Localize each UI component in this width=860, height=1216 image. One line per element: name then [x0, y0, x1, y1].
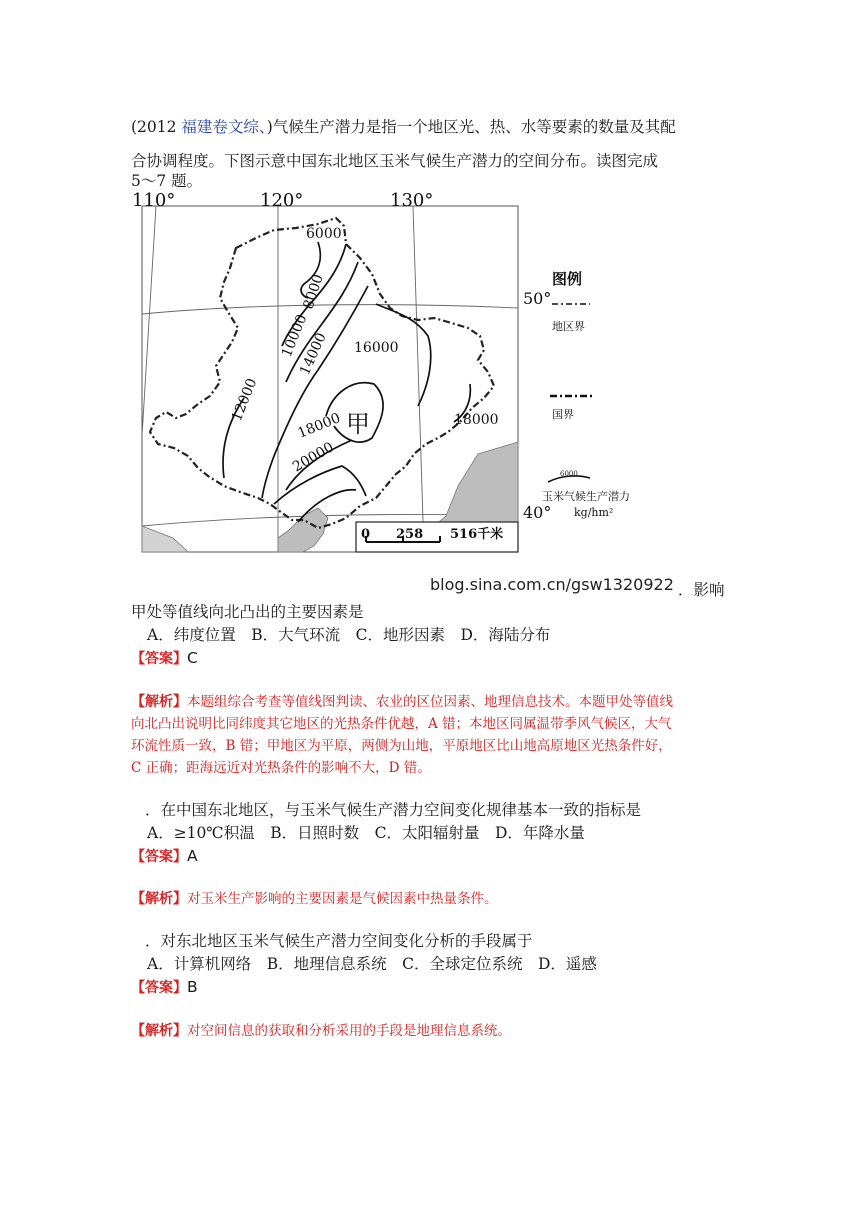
answer-tag: 【答案】: [131, 849, 187, 865]
lon-label-130: 130°: [390, 190, 434, 211]
intro-line-1: [131, 117, 676, 137]
source-open: (2012: [131, 118, 182, 136]
q1-stem-tail: ．影响: [678, 581, 725, 599]
q3-analysis: 【解析】对空间信息的获取和分析采用的手段是地理信息系统。: [131, 1023, 511, 1039]
q2-options: A．≥10℃积温 B．日照时数 C．太阳辐射量 D．年降水量: [147, 824, 585, 842]
intro-line-3: 5～7 题。: [131, 172, 203, 190]
isoline-label-12000: 12000: [228, 376, 261, 424]
q2-stem: ．在中国东北地区，与玉米气候生产潜力空间变化规律基本一致的指标是: [145, 801, 642, 819]
answer-tag: 【答案】: [131, 651, 187, 667]
legend: [542, 270, 630, 519]
source-close: ): [266, 118, 273, 136]
q1-analysis-2: 向北凸出说明比同纬度其它地区的光热条件优越，A 错；本地区同属温带季风气候区，大气: [131, 716, 672, 732]
isoline-label-10000: 10000: [278, 312, 311, 360]
q2-answer: [131, 846, 198, 867]
lon-label-110: 110°: [132, 190, 176, 211]
corn-potential-map: [128, 186, 732, 600]
lat-label-40: 40°: [523, 503, 552, 522]
watermark: blog.sina.com.cn/gsw1320922: [430, 575, 674, 594]
q1-answer: [131, 648, 198, 669]
answer-tag: 【答案】: [131, 980, 187, 996]
answer-value: A: [187, 847, 198, 865]
q1-analysis-1: 【解析】本题组综合考查等值线图判读、农业的区位因素、地理信息技术。本题甲处等值线: [131, 694, 673, 710]
scale-bar: [356, 522, 518, 552]
region-label-jia: 甲: [346, 410, 370, 438]
q3-answer: [131, 977, 198, 998]
q1-analysis-3: 环流性质一致，B 错；甲地区为平原，两侧为山地，平原地区比山地高原地区光热条件好，: [131, 738, 672, 754]
isoline-label-8000: 8000: [300, 272, 327, 312]
analysis-tag: 【解析】: [131, 891, 187, 907]
legend-title: 图例: [552, 270, 583, 288]
isoline-label-18000-e: 18000: [454, 412, 499, 428]
q2-analysis: 【解析】对玉米生产影响的主要因素是气候因素中热量条件。: [131, 891, 498, 907]
isolines: [223, 242, 470, 522]
legend-national-boundary: 国界: [552, 408, 574, 421]
q3-options: A．计算机网络 B．地理信息系统 C．全球定位系统 D．遥感: [147, 955, 597, 973]
isoline-label-20000: 20000: [290, 439, 337, 476]
isoline-label-14000: 14000: [297, 330, 330, 378]
source-link[interactable]: 福建卷文综、: [181, 118, 267, 136]
intro-text-1: 气候生产潜力是指一个地区光、热、水等要素的数量及其配: [272, 118, 676, 136]
scale-zero: 0: [361, 527, 371, 542]
scale-end: 516千米: [450, 527, 504, 542]
isoline-label-16000: 16000: [354, 340, 399, 356]
analysis-tag: 【解析】: [131, 1023, 187, 1039]
lon-label-120: 120°: [260, 190, 304, 211]
lat-label-50: 50°: [523, 289, 552, 308]
isoline-label-18000-w: 18000: [295, 410, 343, 442]
legend-region-boundary: 地区界: [552, 320, 585, 333]
answer-value: B: [187, 978, 198, 996]
q1-stem: 甲处等值线向北凸出的主要因素是: [131, 603, 364, 621]
q3-stem: ．对东北地区玉米气候生产潜力空间变化分析的手段属于: [145, 932, 533, 950]
answer-value: C: [187, 649, 198, 667]
q1-options: A．纬度位置 B．大气环流 C．地形因素 D．海陆分布: [147, 626, 551, 644]
q1-analysis-4: C 正确；距海远近对光热条件的影响不大，D 错。: [131, 760, 431, 776]
region-boundary: [150, 218, 494, 528]
legend-isoline-unit: kg/hm²: [574, 506, 614, 519]
analysis-tag: 【解析】: [131, 694, 187, 710]
isoline-label-6000: 6000: [306, 226, 342, 242]
intro-line-2: 合协调程度。下图示意中国东北地区玉米气候生产潜力的空间分布。读图完成: [131, 152, 659, 170]
legend-isoline-name: 玉米气候生产潜力: [542, 490, 630, 503]
scale-mid: 258: [396, 527, 424, 542]
legend-isoline-sample: 6000: [560, 470, 578, 478]
